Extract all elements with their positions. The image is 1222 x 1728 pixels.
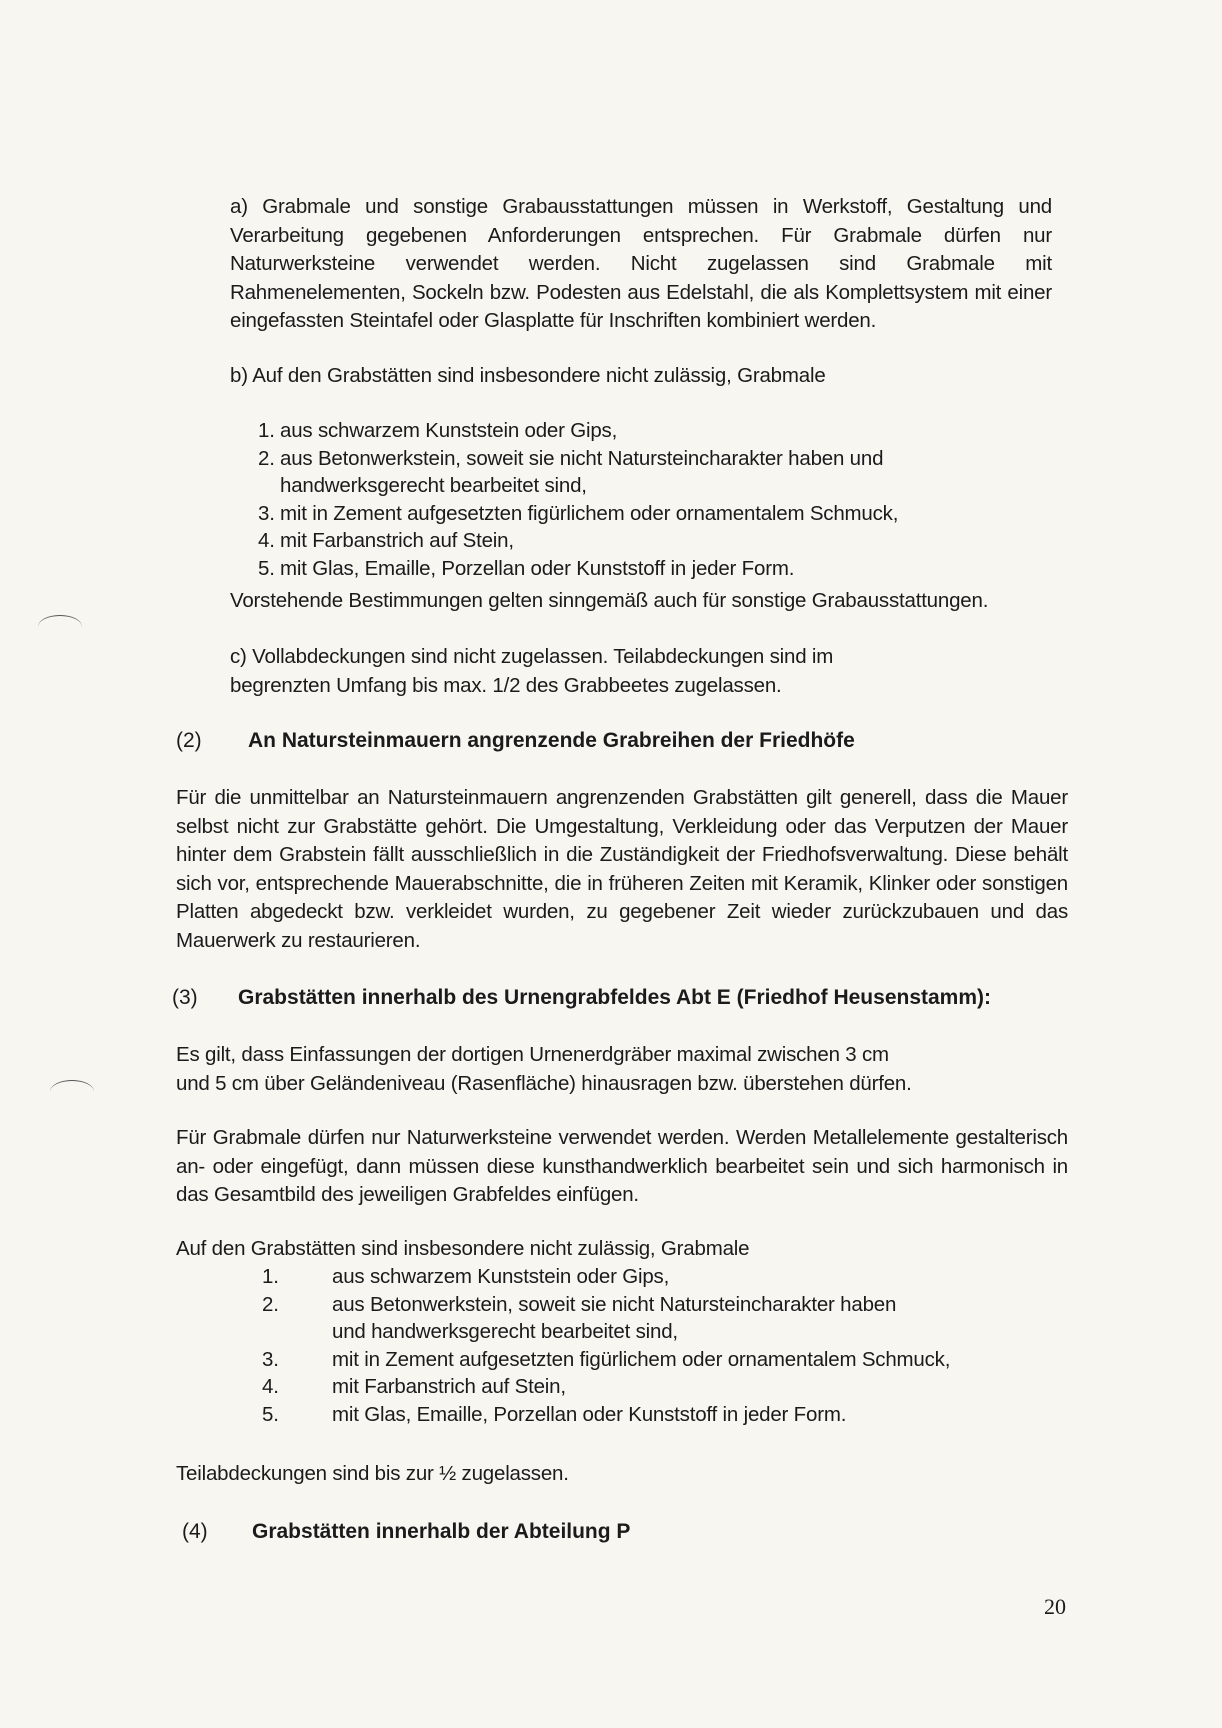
section-3-para2: Für Grabmale dürfen nur Naturwerksteine verwendet werden. Werden Metallelemente gestalterisch an- oder eingefügt, dann müssen diese kunsthandwerklich bearbeitet sein und sich harmonisch in das Gesamtbild des jeweiligen Grabfeldes einfügen. [176,1126,1068,1206]
paragraph-c: c) Vollabdeckungen sind nicht zugelassen. Teilabdeckungen sind im begrenzten Umfang bis max. 1/2 des Grabbeetes zugelassen. [230,645,834,697]
punch-hole-mark [38,615,82,638]
list-item: 5. mit Glas, Emaille, Porzellan oder Kunststoff in jeder Form. [262,1402,847,1426]
list-item: 2. aus Betonwerkstein, soweit sie nicht Natursteincharakter haben und handwerksgerecht bearbeitet sind, [258,446,884,497]
list-3 [262,1263,982,1428]
paragraph-a: a) Grabmale und sonstige Grabausstattungen müssen in Werkstoff, Gestaltung und Verarbeitung gegebenen Anforderungen entsprechen. Für Grabmale dürfen nur Naturwerksteine verwendet werden. Nicht zugelassen sind Grabmale mit Rahmenelementen, Sockeln bzw. Podesten aus Edelstahl, die als Komplettsystem mit einer eingefassten Steintafel oder Glasplatte für Inschriften kombiniert werden. [230,195,1052,332]
list-item: 3. mit in Zement aufgesetzten figürlichem oder ornamentalem Schmuck, [262,1347,951,1371]
section-2-body: Für die unmittelbar an Natursteinmauern angrenzenden Grabstätten gilt generell, dass die Mauer selbst nicht zur Grabstätte gehört. Die Umgestaltung, Verkleidung oder das Verputzen der Mauer hinter dem Grabstein fällt ausschließlich in die Zuständigkeit der Friedhofsverwaltung. Diese behält sich vor, entsprechende Mauerabschnitte, die in früheren Zeiten mit Keramik, Klinker oder sonstigen Platten abgedeckt bzw. verkleidet wurden, zu gegebener Zeit wieder zurückzubauen und das Mauerwerk zu restaurieren. [176,786,1068,952]
list-item: 5. mit Glas, Emaille, Porzellan oder Kunststoff in jeder Form. [258,556,795,580]
list-item: 1. aus schwarzem Kunststein oder Gips, [262,1265,670,1288]
page-number: 20 [1044,1594,1066,1619]
section-3-heading: (3) Grabstätten innerhalb des Urnengrabfeldes Abt E (Friedhof Heusenstamm): [172,986,992,1009]
section-3-closing: Teilabdeckungen sind bis zur ½ zugelassen. [176,1462,569,1485]
section-3-para1: Es gilt, dass Einfassungen der dortigen Urnenerdgräber maximal zwischen 3 cm und 5 cm über Geländeniveau (Rasenfläche) hinausragen bzw. überstehen dürfen. [176,1043,912,1095]
section-2-heading: (2) An Natursteinmauern angrenzende Grabreihen der Friedhöfe [176,729,855,752]
list-item: 2. aus Betonwerkstein, soweit sie nicht Natursteincharakter haben und handwerksgerecht bearbeitet sind, [262,1292,897,1343]
list-b [258,417,938,582]
list-item: 1. aus schwarzem Kunststein oder Gips, [258,419,618,442]
paragraph-b: b) Auf den Grabstätten sind insbesondere nicht zulässig, Grabmale [230,364,826,387]
list-item: 3. mit in Zement aufgesetzten figürlichem oder ornamentalem Schmuck, [258,501,899,525]
section-4-heading: (4) Grabstätten innerhalb der Abteilung P [182,1520,631,1543]
punch-hole-mark [50,1080,94,1103]
list-item: 4. mit Farbanstrich auf Stein, [262,1375,566,1398]
section-3-intro: Auf den Grabstätten sind insbesondere nicht zulässig, Grabmale [176,1237,750,1260]
paragraph-closing: Vorstehende Bestimmungen gelten sinngemäß auch für sonstige Grabausstattungen. [230,589,989,612]
list-item: 4. mit Farbanstrich auf Stein, [258,529,514,552]
